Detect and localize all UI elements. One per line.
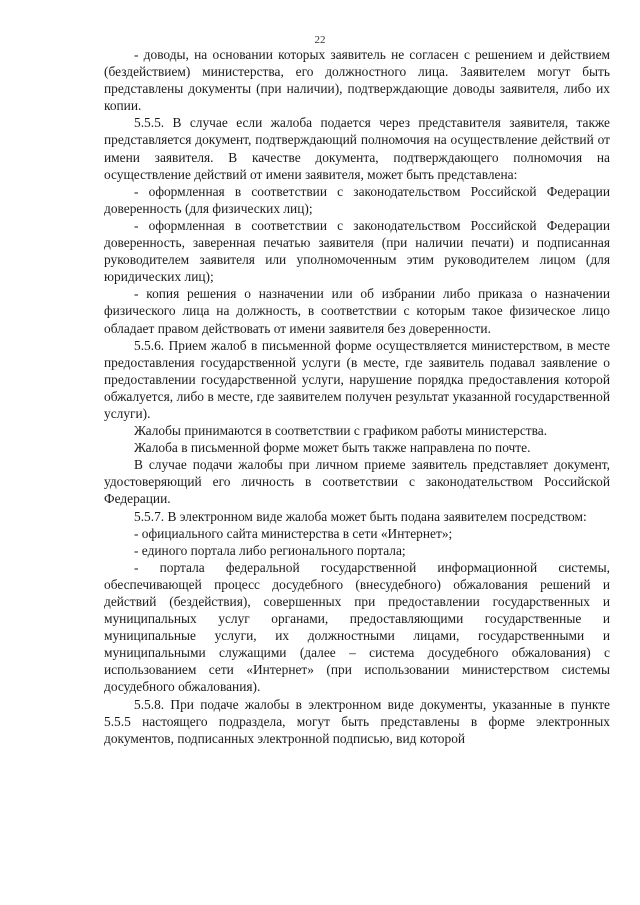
paragraph: - доводы, на основании которых заявитель не согласен с решением и действием (бездействием) министерства, его должностного лица. Заявителем могут быть представлены документы (при наличии), подтверждающие доводы заявителя, либо их копии. — [104, 47, 610, 114]
paragraph: Жалобы принимаются в соответствии с графиком работы министерства. — [134, 423, 548, 439]
paragraph: - копия решения о назначении или об избрании либо приказа о назначении физического лица на должность, в соответствии с которым такое физическое лицо обладает правом действовать от имени заявителя без доверенности. — [104, 286, 610, 336]
paragraph: - портала федеральной государственной информационной системы, обеспечивающей процесс досудебного (внесудебного) обжалования решений и действий (бездействия), совершенных при предоставлении государственных и муниципальных услуг органами, предоставляющими государственные и муниципальные услуги, их должностными лицами, государственными и муниципальными служащими (далее – система досудебного обжалования) с использованием сети «Интернет» (при использовании министерством системы досудебного обжалования). — [104, 559, 610, 695]
body-text — [104, 46, 610, 747]
paragraph: - официального сайта министерства в сети «Интернет»; — [134, 525, 453, 541]
paragraph: - единого портала либо регионального портала; — [134, 542, 406, 558]
paragraph: В случае подачи жалобы при личном приеме заявитель представляет документ, удостоверяющий его личность в соответствии с законодательством Российской Федерации. — [104, 457, 610, 507]
page-number: 22 — [314, 34, 326, 46]
paragraph: 5.5.5. В случае если жалоба подается через представителя заявителя, также представляется документ, подтверждающий полномочия на осуществление действий от имени заявителя. В качестве документа, подтверждающего полномочия на осуществление действий от имени заявителя, может быть представлена: — [104, 115, 610, 182]
paragraph: - оформленная в соответствии с законодательством Российской Федерации доверенность, заверенная печатью заявителя (при наличии печати) и подписанная руководителем заявителя или уполномоченным этим руководителем лицом (для юридических лиц); — [104, 217, 610, 285]
paragraph: - оформленная в соответствии с законодательством Российской Федерации доверенность (для физических лиц); — [104, 183, 610, 216]
paragraph: 5.5.7. В электронном виде жалоба может быть подана заявителем посредством: — [134, 508, 587, 524]
paragraph: 5.5.8. При подаче жалобы в электронном виде документы, указанные в пункте 5.5.5 настоящего подраздела, могут быть представлены в форме электронных документов, подписанных электронной подписью, вид которой — [104, 696, 610, 746]
paragraph: Жалоба в письменной форме может быть также направлена по почте. — [134, 440, 531, 456]
paragraph: 5.5.6. Прием жалоб в письменной форме осуществляется министерством, в месте предоставления государственной услуги (в месте, где заявитель подавал заявление о предоставлении государственной услуги, нарушение порядка предоставления которой обжалуется, либо в месте, где заявителем получен результат указанной государственной услуги). — [104, 337, 610, 421]
